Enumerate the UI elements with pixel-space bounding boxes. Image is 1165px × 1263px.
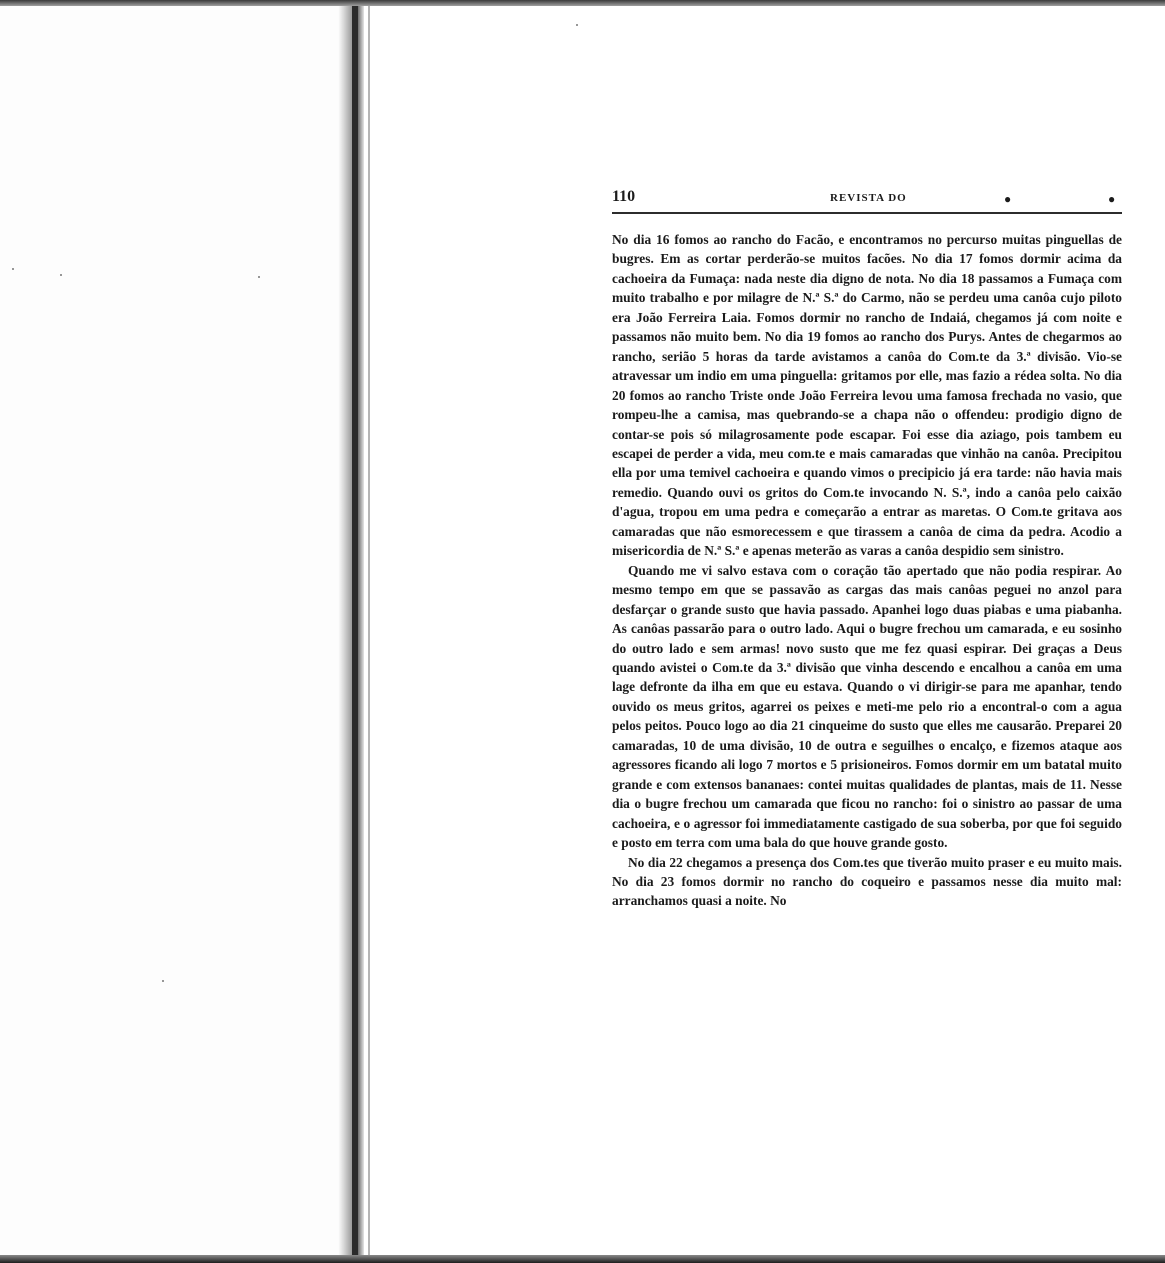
head-ornament: ●	[1108, 192, 1116, 206]
paper-speck	[576, 24, 578, 26]
running-title: REVISTA DO	[830, 192, 907, 204]
body-paragraph: No dia 16 fomos ao rancho do Facão, e encontramos no percurso muitas pinguellas de bugres. Em as cortar perderão-se muitos facões. No dia 17 fomos dormir acima da cachoeira da Fumaça: nada neste dia digno de nota. No dia 18 passamos a Fumaça com muito trabalho e por milagre de N.ª S.ª do Carmo, não se perdeu uma canôa cujo piloto era João Ferreira Laia. Fomos dormir no rancho de Indaiá, chegamos já com noite e passamos não muito bem. No dia 19 fomos ao rancho dos Purys. Antes de chegarmos ao rancho, serião 5 horas da tarde avistamos a canôa do Com.te da 3.ª divisão. Vio-se atravessar um indio em uma pinguella: gritamos por elle, mas fazio a rédea solta. No dia 20 fomos ao rancho Triste onde João Ferreira levou uma famosa frechada no vasio, que rompeu-lhe a camisa, mas quebrando-se a chapa não o offendeu: prodigio digno de contar-se pois só milagrosamente pode escapar. Foi esse dia aziago, pois tambem eu escapei de perder a vida, meu com.te e mais camaradas que vinhão na canôa. Precipitou ella por uma temivel cachoeira e quando vimos o precipicio já era tarde: não havia mais remedio. Quando ouvi os gritos do Com.te invocando N. S.ª, indo a canôa pelo caixão d'agua, tropou em uma pedra e começarão a entrar as maretas. O Com.te gritava aos camaradas que não esmorecessem e que tirassem a canôa de cima da pedra. Acodio a misericordia de N.ª S.ª e apenas meterão as varas a canôa despidio sem sinistro.	[612, 232, 1122, 559]
body-paragraph: No dia 22 chegamos a presença dos Com.tes que tiverão muito praser e eu muito mais. No dia 23 fomos dormir no rancho do coqueiro e passamos nesse dia muito mal: arranchamos quasi a noite. No	[612, 854, 1122, 909]
head-ornament: ●	[1004, 192, 1012, 206]
page-margin-line	[368, 6, 370, 1256]
running-head	[612, 188, 1122, 210]
header-rule	[612, 212, 1122, 214]
blank-left-page	[0, 0, 362, 1263]
binding-shadow	[338, 0, 352, 1263]
binding-fold	[358, 0, 364, 1263]
printed-page	[612, 188, 1122, 911]
scan-top-edge	[0, 0, 1165, 6]
paper-speck	[162, 980, 164, 982]
paper-speck	[12, 268, 14, 270]
page-number: 110	[612, 188, 636, 205]
paper-speck	[60, 274, 62, 276]
scan-bottom-edge	[0, 1255, 1165, 1263]
body-paragraph: Quando me vi salvo estava com o coração tão apertado que não podia respirar. Ao mesmo tempo em que se passavão as cargas das mais canôas peguei no anzol para desfarçar o grande susto que havia passado. Apanhei logo duas piabas e uma piabanha. As canôas passarão para o outro lado. Aqui o bugre frechou um camarada, e eu sosinho do outro lado e sem armas! novo susto que me fez quasi espirar. Dei graças a Deus quando avistei o Com.te da 3.ª divisão que vinha descendo e encalhou a canôa em uma lage defronte da ilha em que eu estava. Quando o vi dirigir-se para me apanhar, tendo ouvido os meus gritos, agarrei os peixes e meti-me pelo rio a encontral-o com a agua pelos peitos. Pouco logo ao dia 21 cinqueime do susto que elles me causarão. Preparei 20 camaradas, 10 de uma divisão, 10 de outra e seguilhes o encalço, e fizemos ataque aos agressores ficando ali logo 7 mortos e 5 prisioneiros. Fomos dormir em um batatal muito grande e com extensos bananaes: contei muitas qualidades de plantas, mais de 11. Nesse dia o bugre frechou um camarada que ficou no rancho: foi o sinistro ao passar de uma cachoeira, e o agressor foi immediatamente castigado de sua soberba, por que foi seguido e posto em terra com uma bala do que houve grande gosto.	[612, 562, 1122, 851]
paper-speck	[258, 276, 260, 278]
